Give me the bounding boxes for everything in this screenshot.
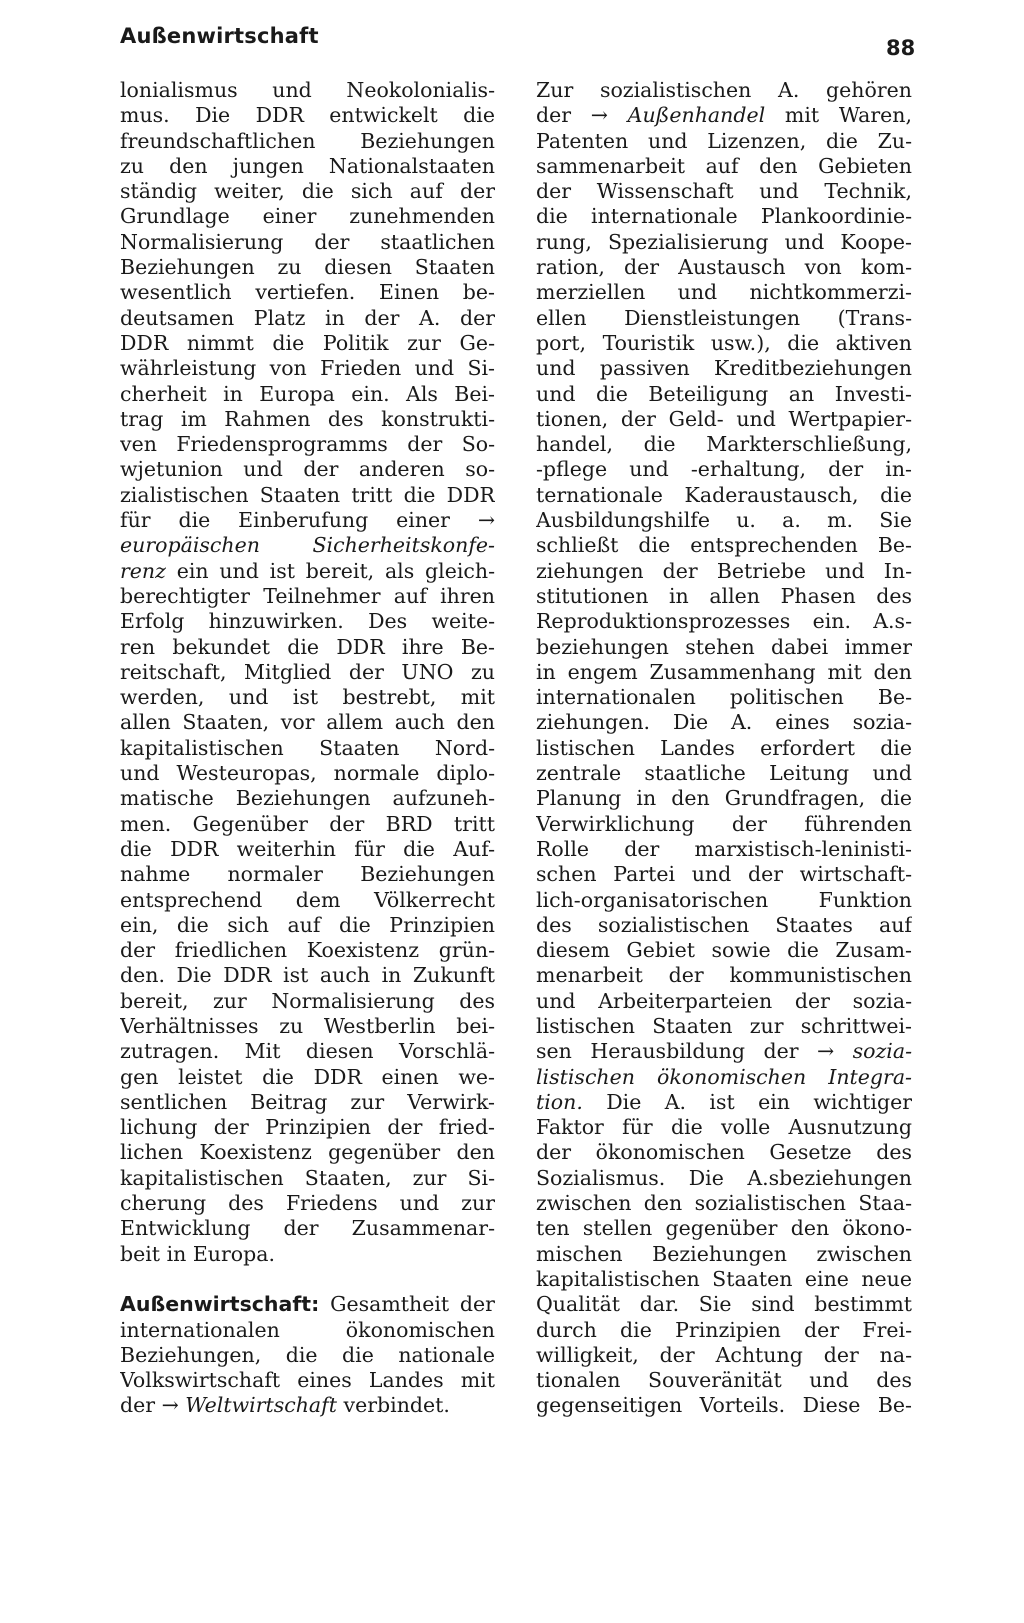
text-line: des sozialistischen Staates auf <box>536 912 912 937</box>
text-line: listischen Staaten zur schrittwei- <box>536 1013 912 1038</box>
cross-reference: sozia- <box>852 1039 912 1064</box>
text-line: Normalisierung der staatlichen <box>120 229 495 254</box>
entry-heading: Außenwirtschaft: <box>120 1292 320 1317</box>
text-line: Faktor für die volle Ausnutzung <box>536 1115 912 1140</box>
text-line: lonialismus und Neokolonialis- <box>120 78 495 102</box>
text-line: zu den jungen Nationalstaaten <box>120 153 495 178</box>
text-line: Planung in den Grundfragen, die <box>536 786 912 811</box>
text-line: kapitalistischen Staaten, zur Si- <box>120 1165 495 1190</box>
text-line: sentlichen Beitrag zur Verwirk- <box>120 1089 495 1114</box>
text-line: tionen, der Geld- und Wertpapier- <box>536 406 912 431</box>
text-line: ven Friedensprogramms der So- <box>120 432 495 457</box>
text-line: ziehungen der Betriebe und In- <box>536 558 912 583</box>
text-line: handel, die Markterschließung, <box>536 432 912 457</box>
text-line: beziehungen stehen dabei immer <box>536 634 912 659</box>
text-line: listischen ökonomischen Integra- <box>536 1064 912 1089</box>
text-line: Volkswirtschaft eines Landes mit <box>120 1368 495 1393</box>
text-line: die internationale Plankoordinie- <box>536 204 912 229</box>
text-line: listischen Landes erfordert die <box>536 735 912 760</box>
text-line: Sozialismus. Die A.sbeziehungen <box>536 1165 912 1190</box>
right-column <box>536 78 912 1419</box>
text-line: merziellen und nichtkommerzi- <box>536 280 912 305</box>
cross-reference: Außenhandel <box>627 103 766 128</box>
text-line: internationalen politischen Be- <box>536 685 912 710</box>
text-line: der ökonomischen Gesetze des <box>536 1140 912 1165</box>
entry-heading-line: Außenwirtschaft: Gesamtheit der <box>120 1292 495 1317</box>
text-line: ternationale Kaderaustausch, die <box>536 482 912 507</box>
text-line: Verwirklichung der führenden <box>536 811 912 836</box>
text-line: bereit, zur Normalisierung des <box>120 988 495 1013</box>
text-line: wjetunion und der anderen so- <box>120 457 495 482</box>
running-head: Außenwirtschaft <box>120 24 319 48</box>
paragraph-gap <box>120 1267 495 1292</box>
page-number: 88 <box>886 36 916 60</box>
text-line: sammenarbeit auf den Gebieten <box>536 153 912 178</box>
text-line: ration, der Austausch von kom- <box>536 255 912 280</box>
text-line: Beziehungen, die die nationale <box>120 1342 495 1367</box>
text-line: schließt die entsprechenden Be- <box>536 533 912 558</box>
text-line: Zur sozialistischen A. gehören <box>536 78 912 102</box>
text-line: port, Touristik usw.), die aktiven <box>536 330 912 355</box>
text-line: reitschaft, Mitglied der UNO zu <box>120 659 495 684</box>
text-line: gegenseitigen Vorteils. Diese Be- <box>536 1393 912 1418</box>
text-line: ziehungen. Die A. eines sozia- <box>536 710 912 735</box>
text-line: ten stellen gegenüber den ökono- <box>536 1216 912 1241</box>
text-line: zwischen den sozialistischen Staa- <box>536 1191 912 1216</box>
text-line: den. Die DDR ist auch in Zukunft <box>120 963 495 988</box>
text-line: diesem Gebiet sowie die Zusam- <box>536 938 912 963</box>
text-line: Verhältnisses zu Westberlin bei- <box>120 1013 495 1038</box>
text-line: und Westeuropas, normale diplo- <box>120 761 495 786</box>
text-line: tionalen Souveränität und des <box>536 1368 912 1393</box>
text-line: Qualität dar. Sie sind bestimmt <box>536 1292 912 1317</box>
text-line: zutragen. Mit diesen Vorschlä- <box>120 1039 495 1064</box>
text-line: men. Gegenüber der BRD tritt <box>120 811 495 836</box>
text-line: durch die Prinzipien der Frei- <box>536 1317 912 1342</box>
text-line: internationalen ökonomischen <box>120 1317 495 1342</box>
text-line: wesentlich vertiefen. Einen be- <box>120 280 495 305</box>
text-line: der → Außenhandel mit Waren, <box>536 103 912 128</box>
text-line: die DDR weiterhin für die Auf- <box>120 836 495 861</box>
text-line: Grundlage einer zunehmenden <box>120 204 495 229</box>
text-line: und Arbeiterparteien der sozia- <box>536 988 912 1013</box>
text-line: zialistischen Staaten tritt die DDR <box>120 482 495 507</box>
text-line: zentrale staatliche Leitung und <box>536 761 912 786</box>
text-line: ellen Dienstleistungen (Trans- <box>536 305 912 330</box>
text-line: matische Beziehungen aufzuneh- <box>120 786 495 811</box>
text-line: Patenten und Lizenzen, die Zu- <box>536 128 912 153</box>
text-line: nahme normaler Beziehungen <box>120 862 495 887</box>
text-line: tion. Die A. ist ein wichtiger <box>536 1089 912 1114</box>
text-line: entsprechend dem Völkerrecht <box>120 887 495 912</box>
text-line: ren bekundet die DDR ihre Be- <box>120 634 495 659</box>
text-line: ständig weiter, die sich auf der <box>120 179 495 204</box>
text-line: renz ein und ist bereit, als gleich- <box>120 558 495 583</box>
text-line: lich-organisatorischen Funktion <box>536 887 912 912</box>
text-line: der Wissenschaft und Technik, <box>536 179 912 204</box>
text-line: Rolle der marxistisch-leninisti- <box>536 836 912 861</box>
text-line: Erfolg hinzuwirken. Des weite- <box>120 609 495 634</box>
text-line: Reproduktionsprozesses ein. A.s- <box>536 609 912 634</box>
text-line: mus. Die DDR entwickelt die <box>120 103 495 128</box>
text-line: stitutionen in allen Phasen des <box>536 583 912 608</box>
text-line: trag im Rahmen des konstrukti- <box>120 406 495 431</box>
text-line: menarbeit der kommunistischen <box>536 963 912 988</box>
text-line: kapitalistischen Staaten eine neue <box>536 1266 912 1291</box>
text-line: cherung des Friedens und zur <box>120 1191 495 1216</box>
text-line: -pflege und -erhaltung, der in- <box>536 457 912 482</box>
text-line: kapitalistischen Staaten Nord- <box>120 735 495 760</box>
text-line: währleistung von Frieden und Si- <box>120 356 495 381</box>
text-line: der → Weltwirtschaft verbindet. <box>120 1393 450 1418</box>
text-line: lichen Koexistenz gegenüber den <box>120 1140 495 1165</box>
text-line: freundschaftlichen Beziehungen <box>120 128 495 153</box>
text-line: schen Partei und der wirtschaft- <box>536 862 912 887</box>
text-line: cherheit in Europa ein. Als Bei- <box>120 381 495 406</box>
text-line: in engem Zusammenhang mit den <box>536 659 912 684</box>
text-line: Beziehungen zu diesen Staaten <box>120 255 495 280</box>
text-line: und passiven Kreditbeziehungen <box>536 356 912 381</box>
text-line: berechtigter Teilnehmer auf ihren <box>120 583 495 608</box>
text-line: sen Herausbildung der → sozia- <box>536 1039 912 1064</box>
left-column <box>120 78 495 1419</box>
text-line: Ausbildungshilfe u. a. m. Sie <box>536 508 912 533</box>
text-line: gen leistet die DDR einen we- <box>120 1064 495 1089</box>
text-line: deutsamen Platz in der A. der <box>120 305 495 330</box>
text-line: ein, die sich auf die Prinzipien <box>120 912 495 937</box>
text-line: rung, Spezialisierung und Koope- <box>536 229 912 254</box>
text-line: werden, und ist bestrebt, mit <box>120 685 495 710</box>
text-line: und die Beteiligung an Investi- <box>536 381 912 406</box>
text-line: allen Staaten, vor allem auch den <box>120 710 495 735</box>
text-line: der friedlichen Koexistenz grün- <box>120 938 495 963</box>
text-line: europäischen Sicherheitskonfe- <box>120 533 495 558</box>
text-line: willigkeit, der Achtung der na- <box>536 1342 912 1367</box>
text-line: DDR nimmt die Politik zur Ge- <box>120 330 495 355</box>
text-line: für die Einberufung einer → <box>120 508 495 533</box>
text-line: lichung der Prinzipien der fried- <box>120 1115 495 1140</box>
cross-reference: Weltwirtschaft <box>185 1393 337 1418</box>
text-line: Entwicklung der Zusammenar- <box>120 1216 495 1241</box>
text-line: mischen Beziehungen zwischen <box>536 1241 912 1266</box>
text-line: beit in Europa. <box>120 1241 276 1266</box>
